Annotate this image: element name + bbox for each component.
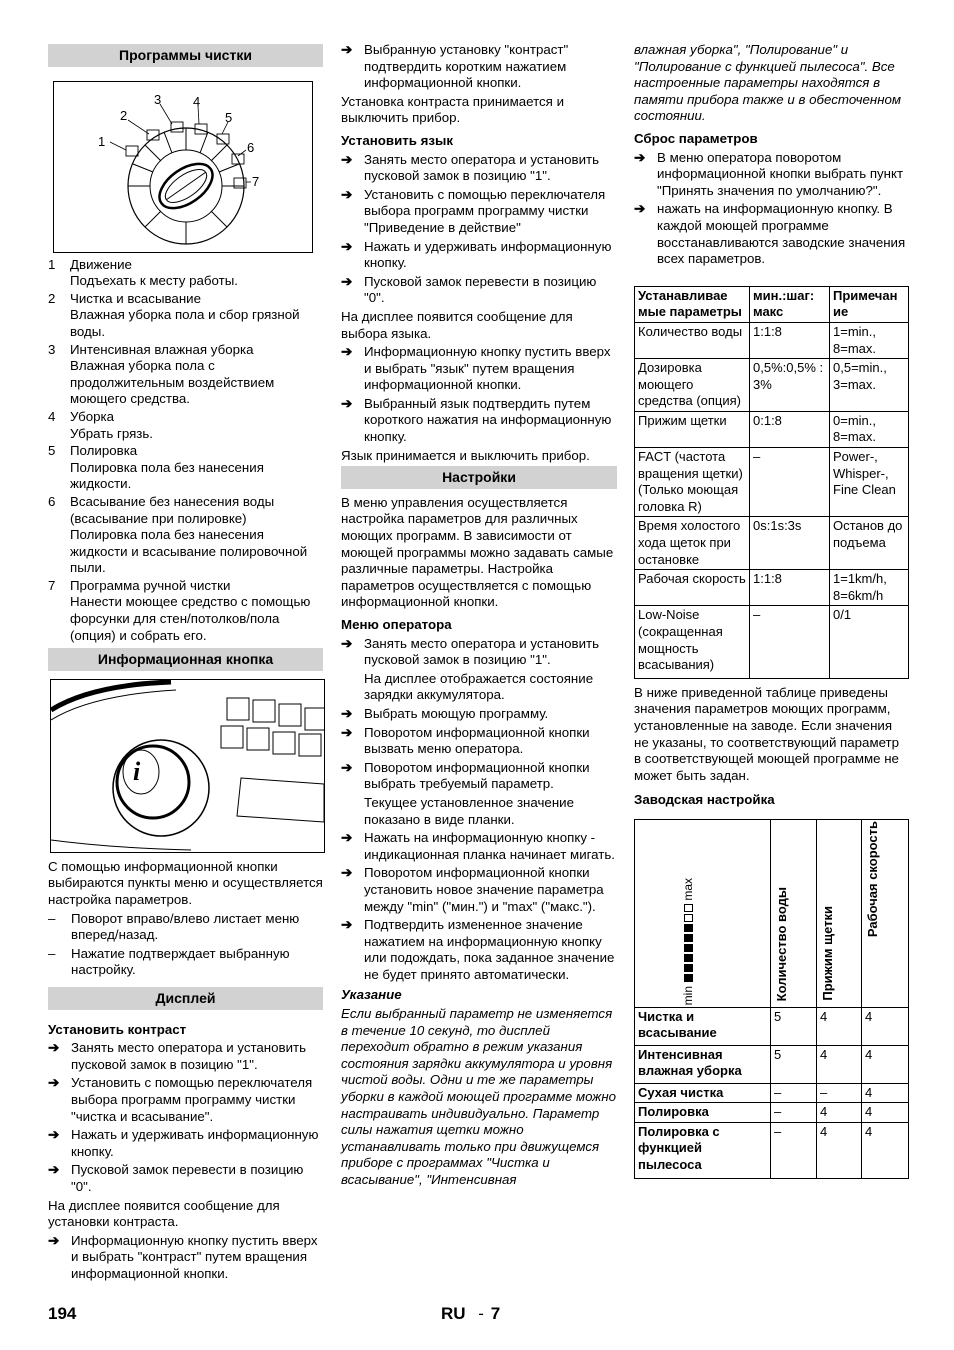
program-list xyxy=(48,257,323,645)
info-text: С помощью информационной кнопки выбираются пункты меню и осуществляется настройка параметров. xyxy=(48,858,323,908)
arrow-icon: ➔ xyxy=(48,1040,60,1056)
list-item: 1 Движение xyxy=(48,256,132,272)
table-row: Прижим щетки 0:1:8 0=min., 8=max. xyxy=(635,411,909,447)
table-row: Сухая чистка – – 4 xyxy=(635,1083,909,1103)
arrow-icon: ➔ xyxy=(341,705,353,721)
dial-number-4: 4 xyxy=(193,93,201,109)
arrow-icon: ➔ xyxy=(341,238,353,254)
table-row: Чистка и всасывание 5 4 4 xyxy=(635,1007,909,1045)
dial-number-2: 2 xyxy=(120,107,128,123)
level-bar-icon xyxy=(684,903,693,983)
note-title: Указание xyxy=(341,987,402,1003)
step-item: ➔ Занять место оператора и установить пусковой замок в позицию "1". xyxy=(341,151,600,184)
table-row: FACT (частота вращения щетки) (Только моющая головка R) – Power-, Whisper-, Fine Clean xyxy=(635,448,909,517)
list-item-desc: Влажная уборка пола с продолжительным воздействием моющего средства. xyxy=(70,358,275,407)
step-item: ➔ Нажать и удерживать информационную кнопку. xyxy=(341,238,612,271)
step-item: ➔ Поворотом информационной кнопки вызвать меню оператора. xyxy=(341,724,590,757)
paragraph: На дисплее появится сообщение для выбора языка. xyxy=(341,308,573,341)
column-1 xyxy=(48,42,323,1285)
step-item: ➔ Установить с помощью переключателя выбора программ программу чистки "чистка и всасывание". xyxy=(48,1075,313,1124)
arrow-icon: ➔ xyxy=(341,830,353,846)
factory-settings-table xyxy=(634,819,909,1179)
subheading-factory: Заводская настройка xyxy=(634,792,775,808)
list-item-desc: Нанести моющее средство с помощью форсунки для стен/потолков/пола (опция) и собрать его. xyxy=(70,594,311,643)
dial-number-5: 5 xyxy=(225,109,233,125)
list-item-desc: Влажная уборка пола и сбор грязной воды. xyxy=(70,307,300,339)
step-item: ➔ Пусковой замок перевести в позицию "0". xyxy=(341,273,597,306)
note-text-continued: влажная уборка", "Полирование" и "Полирование с функцией пылесоса". Все настроенные параметры находятся в памяти прибора также и в обесточенном состоянии. xyxy=(634,42,902,124)
list-item-desc: Убрать грязь. xyxy=(70,425,153,441)
step-item: ➔ Поворотом информационной кнопки установить новое значение параметра между "min" ("мин.") и "max" ("макс."). xyxy=(341,865,604,914)
table-header-cell: Рабочая скорость xyxy=(865,820,880,938)
info-i-icon: i xyxy=(133,756,141,786)
list-item-desc: Полировка пола без нанесения жидкости и всасывание полировочной пыли. xyxy=(70,527,308,576)
step-item: ➔ Выбранный язык подтвердить путем короткого нажатия на информационную кнопку. xyxy=(341,395,612,445)
arrow-icon: ➔ xyxy=(341,759,353,775)
step-item: ➔ Выбрать моющую программу. xyxy=(341,705,549,721)
list-item: 5 Полировка xyxy=(48,443,138,459)
arrow-icon: ➔ xyxy=(341,917,353,933)
program-dial-illustration xyxy=(54,82,312,252)
page-language-marker: RU - 7 xyxy=(441,1304,501,1323)
step-item: ➔ Занять место оператора и установить пусковой замок в позицию "1". xyxy=(341,635,600,668)
dial-number-1: 1 xyxy=(98,133,106,149)
paragraph: В меню управления осуществляется настройка параметров для различных моющих программ. В зависимости от моющей программы можно задавать самые различные параметры. Настройка параметров осуществляется с помощью информационной кнопки. xyxy=(341,494,614,610)
paragraph: На дисплее появится сообщение для установки контраста. xyxy=(48,1197,280,1230)
step-item: ➔ Информационную кнопку пустить вверх и выбрать "контраст" путем вращения информационной кнопки. xyxy=(48,1232,318,1281)
subheading-operator-menu: Меню оператора xyxy=(341,617,452,632)
arrow-icon: ➔ xyxy=(341,635,353,651)
step-item: ➔ Нажать и удерживать информационную кнопку. xyxy=(48,1127,319,1159)
table-row: Полировка с функцией пылесоса – 4 4 xyxy=(635,1122,909,1178)
arrow-icon: ➔ xyxy=(341,395,353,411)
table-row: Количество воды 1:1:8 1=min., 8=max. xyxy=(635,322,909,358)
section-heading-info-button: Информационная кнопка xyxy=(48,648,323,671)
list-item-desc: Подъехать к месту работы. xyxy=(70,273,238,289)
subheading-reset: Сброс параметров xyxy=(634,130,758,146)
dial-number-3: 3 xyxy=(154,91,162,107)
arrow-icon: ➔ xyxy=(48,1232,60,1248)
table-header-cell: Прижим щетки xyxy=(820,906,835,1002)
arrow-icon: ➔ xyxy=(341,151,353,167)
section-heading-settings: Настройки xyxy=(341,466,617,489)
scale-header-cell xyxy=(635,819,771,1007)
list-item: 7 Программа ручной чистки xyxy=(48,577,231,593)
table-header-row xyxy=(635,286,909,322)
list-item: 2 Чистка и всасывание xyxy=(48,290,201,306)
step-item: ➔ Пусковой замок перевести в позицию "0". xyxy=(48,1162,304,1194)
arrow-icon: ➔ xyxy=(341,865,353,881)
arrow-icon: ➔ xyxy=(48,1075,60,1091)
table-header-cell: Количество воды xyxy=(774,886,789,1002)
step-item: ➔ нажать на информационную кнопку. В каждой моющей программе восстанавливаются заводские значения всех параметров. xyxy=(634,201,906,267)
step-item: ➔ В меню оператора поворотом информационной кнопки выбрать пункт "Принять значения по умолчанию?". xyxy=(634,149,904,198)
paragraph: Установка контраста принимается и выключить прибор. xyxy=(341,93,565,126)
program-dial-figure xyxy=(53,81,313,253)
table-header-cell: мин.:шаг: макс xyxy=(750,286,830,322)
step-item: ➔ Информационную кнопку пустить вверх и выбрать "язык" путем вращения информационной кнопки. xyxy=(341,344,611,393)
table-header-cell: Примечан ие xyxy=(830,286,909,322)
parameters-table xyxy=(634,286,909,679)
arrow-icon: ➔ xyxy=(341,344,353,360)
step-note: На дисплее отображается состояние зарядки аккумулятора. xyxy=(364,670,594,703)
table-header-cell: Устанавливае мые параметры xyxy=(635,286,750,322)
column-2 xyxy=(341,42,617,1191)
table-row: Интенсивная влажная уборка 5 4 4 xyxy=(635,1045,909,1083)
paragraph: Язык принимается и выключить прибор. xyxy=(341,447,590,463)
info-button-figure xyxy=(50,679,325,853)
list-item: 4 Уборка xyxy=(48,408,115,424)
arrow-icon: ➔ xyxy=(341,273,353,289)
dash-item: – Поворот вправо/влево листает меню вперед/назад. xyxy=(48,910,300,943)
table-header-row xyxy=(635,819,909,1007)
arrow-icon: ➔ xyxy=(341,724,353,740)
list-item: 3 Интенсивная влажная уборка xyxy=(48,341,254,357)
dial-number-6: 6 xyxy=(247,139,255,155)
table-row: Полировка – 4 4 xyxy=(635,1103,909,1123)
page-number: 194 xyxy=(48,1304,77,1323)
arrow-icon: ➔ xyxy=(48,1162,60,1178)
step-item: ➔ Установить с помощью переключателя выбора программ программу чистки "Приведение в действие" xyxy=(341,186,606,235)
arrow-icon: ➔ xyxy=(634,201,646,217)
table-row: Рабочая скорость 1:1:8 1=1km/h, 8=6km/h xyxy=(635,570,909,606)
info-button-illustration xyxy=(51,680,324,852)
step-item: ➔ Выбранную установку "контраст" подтвердить коротким нажатием информационной кнопки. xyxy=(341,42,569,91)
note-text: Если выбранный параметр не изменяется в течение 10 секунд, то дисплей переходит обратно в режим указания состояния зарядки аккумулятора и уровня чистой воды. Одни и те же параметры уборки в каждой моющей программе можно настраивать индивидуально. Параметр силы нажатия щетки можно устанавливать только при движущемся приборе с программах "Чистка и всасывание", "Интенсивная xyxy=(341,1006,617,1187)
step-item: ➔ Поворотом информационной кнопки выбрать требуемый параметр. xyxy=(341,759,590,792)
subheading-language: Установить язык xyxy=(341,132,453,148)
section-heading-display: Дисплей xyxy=(48,987,323,1010)
step-note: Текущее установленное значение показано в виде планки. xyxy=(364,794,574,827)
dial-number-7: 7 xyxy=(252,173,260,189)
arrow-icon: ➔ xyxy=(48,1127,60,1143)
list-item: 6 Всасывание без нанесения воды (всасывание при полировке) xyxy=(48,493,275,526)
dash-item: – Нажатие подтверждает выбранную настройку. xyxy=(48,945,290,978)
scale-max-label: max xyxy=(680,877,695,901)
table-row: Время холостого хода щеток при остановке 0s:1s:3s Останов до подъема xyxy=(635,517,909,570)
subheading-contrast: Установить контраст xyxy=(48,1021,187,1037)
list-item-desc: Полировка пола без нанесения жидкости. xyxy=(70,459,264,492)
section-heading-programs: Программы чистки xyxy=(48,44,323,67)
step-item: ➔ Нажать на информационную кнопку - индикационная планка начинает мигать. xyxy=(341,830,615,862)
step-item: ➔ Занять место оператора и установить пусковой замок в позицию "1". xyxy=(48,1040,307,1072)
scale-min-label: min xyxy=(680,986,695,1006)
paragraph: В ниже приведенной таблице приведены значения параметров моющих программ, установленные на заводе. Если значения не указаны, то соответствующий параметр в соответствующей моющей программе не может быть задан. xyxy=(634,684,900,783)
step-item: ➔ Подтвердить измененное значение нажатием на информационную кнопку или подождать, пока заданное значение не будет принято автоматически. xyxy=(341,917,615,982)
column-3 xyxy=(634,42,909,1179)
table-row: Low-Noise (сокращенная мощность всасывания) – 0/1 xyxy=(635,606,909,678)
arrow-icon: ➔ xyxy=(634,149,646,165)
arrow-icon: ➔ xyxy=(341,186,353,202)
table-row: Дозировка моющего средства (опция) 0,5%:0,5% : 3% 0,5=min., 3=max. xyxy=(635,359,909,412)
arrow-icon: ➔ xyxy=(341,42,353,57)
